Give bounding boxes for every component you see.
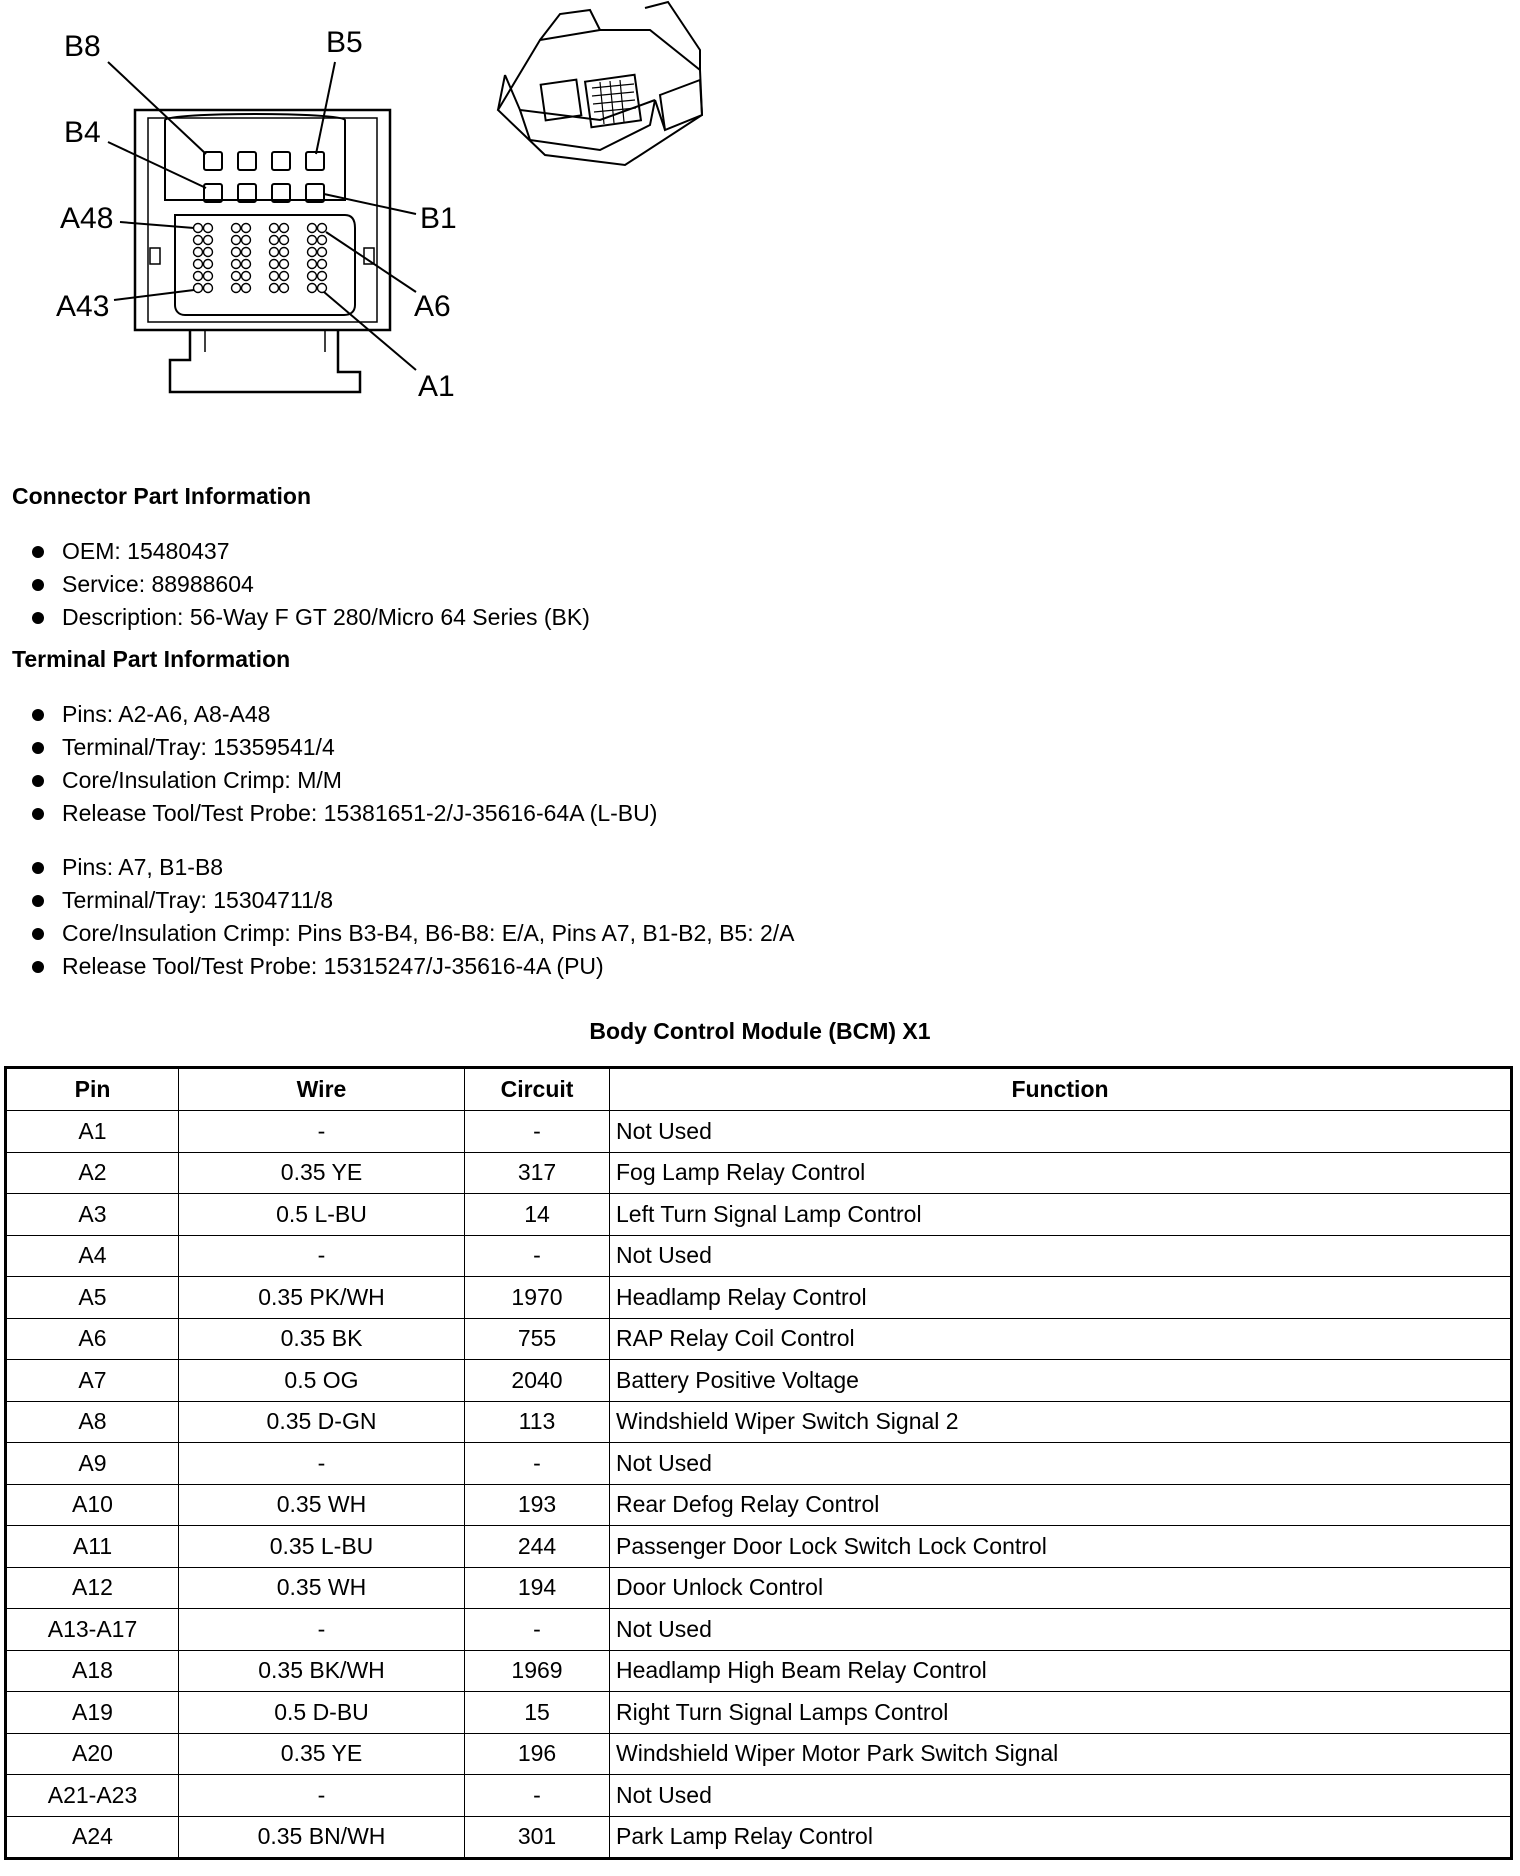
cell-circuit: 755 bbox=[465, 1318, 610, 1360]
cell-pin: A8 bbox=[6, 1401, 179, 1443]
cell-function: RAP Relay Coil Control bbox=[610, 1318, 1512, 1360]
cell-function: Headlamp High Beam Relay Control bbox=[610, 1650, 1512, 1692]
cell-wire: - bbox=[179, 1775, 465, 1817]
cell-pin: A18 bbox=[6, 1650, 179, 1692]
terminal-info-group-2 bbox=[28, 851, 795, 983]
cell-pin: A2 bbox=[6, 1152, 179, 1194]
callout-a43: A43 bbox=[56, 290, 110, 323]
table-body bbox=[6, 1111, 1512, 1859]
cell-circuit: - bbox=[465, 1609, 610, 1651]
cell-wire: - bbox=[179, 1443, 465, 1485]
terminal-info-group-1 bbox=[28, 698, 657, 830]
cell-function: Not Used bbox=[610, 1609, 1512, 1651]
callout-b8: B8 bbox=[64, 30, 101, 63]
cell-function: Not Used bbox=[610, 1775, 1512, 1817]
cell-function: Windshield Wiper Motor Park Switch Signal bbox=[610, 1733, 1512, 1775]
table-row bbox=[6, 1567, 1512, 1609]
list-item: Terminal/Tray: 15304711/8 bbox=[28, 884, 795, 917]
a-pin-field bbox=[194, 224, 327, 293]
cell-wire: 0.35 WH bbox=[179, 1567, 465, 1609]
cell-circuit: - bbox=[465, 1443, 610, 1485]
cell-function: Right Turn Signal Lamps Control bbox=[610, 1692, 1512, 1734]
cell-function: Door Unlock Control bbox=[610, 1567, 1512, 1609]
cell-pin: A21-A23 bbox=[6, 1775, 179, 1817]
cell-circuit: - bbox=[465, 1775, 610, 1817]
cell-wire: 0.35 D-GN bbox=[179, 1401, 465, 1443]
table-row bbox=[6, 1692, 1512, 1734]
table-row bbox=[6, 1733, 1512, 1775]
callout-a1: A1 bbox=[418, 370, 455, 403]
header-function: Function bbox=[610, 1068, 1512, 1111]
cell-wire: 0.35 BN/WH bbox=[179, 1816, 465, 1859]
table-row bbox=[6, 1318, 1512, 1360]
cell-pin: A11 bbox=[6, 1526, 179, 1568]
table-row bbox=[6, 1111, 1512, 1153]
cell-wire: 0.35 YE bbox=[179, 1152, 465, 1194]
cell-circuit: 317 bbox=[465, 1152, 610, 1194]
cell-pin: A9 bbox=[6, 1443, 179, 1485]
callout-b5: B5 bbox=[326, 26, 363, 59]
header-pin: Pin bbox=[6, 1068, 179, 1111]
table-row bbox=[6, 1194, 1512, 1236]
list-item: Pins: A2-A6, A8-A48 bbox=[28, 698, 657, 731]
cell-function: Battery Positive Voltage bbox=[610, 1360, 1512, 1402]
table-row bbox=[6, 1235, 1512, 1277]
terminal-info-title: Terminal Part Information bbox=[12, 646, 291, 672]
cell-wire: 0.5 L-BU bbox=[179, 1194, 465, 1236]
callout-b1: B1 bbox=[420, 202, 457, 235]
cell-pin: A3 bbox=[6, 1194, 179, 1236]
table-header-row bbox=[6, 1068, 1512, 1111]
table-row bbox=[6, 1609, 1512, 1651]
cell-circuit: 244 bbox=[465, 1526, 610, 1568]
cell-wire: 0.5 D-BU bbox=[179, 1692, 465, 1734]
cell-function: Headlamp Relay Control bbox=[610, 1277, 1512, 1319]
cell-function: Left Turn Signal Lamp Control bbox=[610, 1194, 1512, 1236]
cell-circuit: 301 bbox=[465, 1816, 610, 1859]
list-item: Core/Insulation Crimp: Pins B3-B4, B6-B8: E/A, Pins A7, B1-B2, B5: 2/A bbox=[28, 917, 795, 950]
table-row bbox=[6, 1526, 1512, 1568]
list-item: Description: 56-Way F GT 280/Micro 64 Series (BK) bbox=[28, 601, 590, 634]
cell-pin: A20 bbox=[6, 1733, 179, 1775]
cell-pin: A4 bbox=[6, 1235, 179, 1277]
cell-pin: A6 bbox=[6, 1318, 179, 1360]
cell-function: Fog Lamp Relay Control bbox=[610, 1152, 1512, 1194]
cell-wire: 0.35 L-BU bbox=[179, 1526, 465, 1568]
table-row bbox=[6, 1360, 1512, 1402]
cell-wire: - bbox=[179, 1111, 465, 1153]
cell-circuit: 14 bbox=[465, 1194, 610, 1236]
cell-pin: A7 bbox=[6, 1360, 179, 1402]
cell-circuit: 193 bbox=[465, 1484, 610, 1526]
cell-circuit: - bbox=[465, 1111, 610, 1153]
cell-circuit: 2040 bbox=[465, 1360, 610, 1402]
pinout-table bbox=[4, 1066, 1513, 1860]
list-item: Release Tool/Test Probe: 15381651-2/J-35616-64A (L-BU) bbox=[28, 797, 657, 830]
cell-pin: A1 bbox=[6, 1111, 179, 1153]
cell-circuit: 196 bbox=[465, 1733, 610, 1775]
connector-info-title: Connector Part Information bbox=[12, 483, 312, 509]
cell-pin: A24 bbox=[6, 1816, 179, 1859]
cell-circuit: 15 bbox=[465, 1692, 610, 1734]
list-item: Service: 88988604 bbox=[28, 568, 590, 601]
cell-wire: 0.35 PK/WH bbox=[179, 1277, 465, 1319]
b-row-terminals bbox=[204, 152, 324, 202]
header-circuit: Circuit bbox=[465, 1068, 610, 1111]
cell-wire: 0.5 OG bbox=[179, 1360, 465, 1402]
cell-function: Not Used bbox=[610, 1111, 1512, 1153]
cell-function: Park Lamp Relay Control bbox=[610, 1816, 1512, 1859]
cell-wire: 0.35 YE bbox=[179, 1733, 465, 1775]
table-row bbox=[6, 1650, 1512, 1692]
table-row bbox=[6, 1443, 1512, 1485]
table-row bbox=[6, 1152, 1512, 1194]
cell-pin: A12 bbox=[6, 1567, 179, 1609]
cell-function: Windshield Wiper Switch Signal 2 bbox=[610, 1401, 1512, 1443]
table-title: Body Control Module (BCM) X1 bbox=[589, 1018, 931, 1044]
cell-function: Not Used bbox=[610, 1443, 1512, 1485]
connector-diagram bbox=[0, 0, 760, 420]
cell-function: Rear Defog Relay Control bbox=[610, 1484, 1512, 1526]
cell-circuit: 194 bbox=[465, 1567, 610, 1609]
table-row bbox=[6, 1401, 1512, 1443]
cell-pin: A5 bbox=[6, 1277, 179, 1319]
cell-circuit: 113 bbox=[465, 1401, 610, 1443]
table-row bbox=[6, 1816, 1512, 1859]
list-item: Terminal/Tray: 15359541/4 bbox=[28, 731, 657, 764]
cell-circuit: 1970 bbox=[465, 1277, 610, 1319]
cell-circuit: 1969 bbox=[465, 1650, 610, 1692]
cell-pin: A13-A17 bbox=[6, 1609, 179, 1651]
list-item: Release Tool/Test Probe: 15315247/J-35616-4A (PU) bbox=[28, 950, 795, 983]
list-item: OEM: 15480437 bbox=[28, 535, 590, 568]
cell-wire: - bbox=[179, 1609, 465, 1651]
connector-3d-view bbox=[498, 2, 702, 165]
connector-info-list bbox=[28, 535, 590, 634]
cell-wire: 0.35 BK/WH bbox=[179, 1650, 465, 1692]
callout-b4: B4 bbox=[64, 116, 101, 149]
table-row bbox=[6, 1484, 1512, 1526]
table-row bbox=[6, 1277, 1512, 1319]
cell-wire: - bbox=[179, 1235, 465, 1277]
cell-circuit: - bbox=[465, 1235, 610, 1277]
list-item: Pins: A7, B1-B8 bbox=[28, 851, 795, 884]
connector-housing-outline bbox=[135, 110, 390, 330]
cell-pin: A19 bbox=[6, 1692, 179, 1734]
callout-a48: A48 bbox=[60, 202, 114, 235]
table-row bbox=[6, 1775, 1512, 1817]
cell-wire: 0.35 WH bbox=[179, 1484, 465, 1526]
list-item: Core/Insulation Crimp: M/M bbox=[28, 764, 657, 797]
callout-a6: A6 bbox=[414, 290, 451, 323]
cell-pin: A10 bbox=[6, 1484, 179, 1526]
header-wire: Wire bbox=[179, 1068, 465, 1111]
cell-function: Passenger Door Lock Switch Lock Control bbox=[610, 1526, 1512, 1568]
cell-wire: 0.35 BK bbox=[179, 1318, 465, 1360]
cell-function: Not Used bbox=[610, 1235, 1512, 1277]
